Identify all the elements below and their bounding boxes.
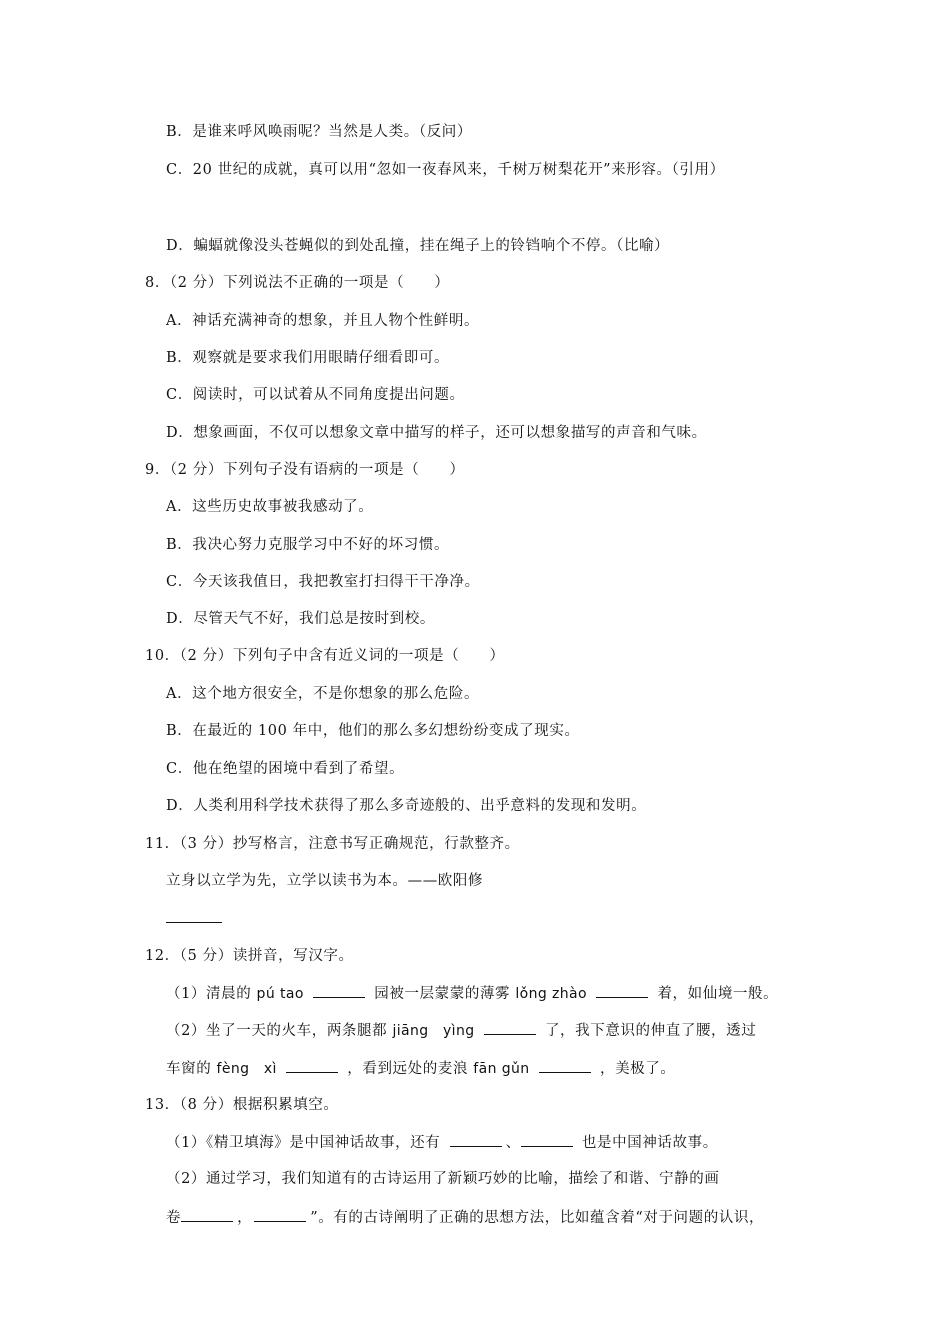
q8-option-b: B．观察就是要求我们用眼睛仔细看即可。 <box>166 350 450 366</box>
question-11: 11．（3 分）抄写格言，注意书写正确规范，行款整齐。 <box>145 836 520 852</box>
q12-3-text-b: ，看到远处的麦浪 <box>347 1061 469 1077</box>
q11-quote: 立身以立学为先，立学以读书为本。——欧阳修 <box>166 873 484 889</box>
q7-option-b: B．是谁来呼风唤雨呢？当然是人类。（反问） <box>166 124 473 140</box>
q13-1-separator: 、 <box>505 1135 521 1151</box>
q12-3-text-a: 车窗的 <box>166 1061 212 1077</box>
q13-sub-1 <box>166 1132 718 1153</box>
q12-sub-1 <box>166 983 778 1004</box>
q8-option-d: D．想象画面，不仅可以想象文章中描写的样子，还可以想象描写的声音和气味。 <box>166 425 707 441</box>
q10-option-d: D．人类利用科学技术获得了那么多奇迹般的、出乎意料的发现和发明。 <box>166 798 647 814</box>
question-13: 13．（8 分）根据积累填空。 <box>145 1097 339 1113</box>
q13-3-text-a: 卷 <box>166 1210 182 1226</box>
answer-blank[interactable] <box>181 1207 233 1222</box>
pinyin-putao: pú tao <box>256 986 304 1002</box>
q11-answer-blank[interactable] <box>166 908 226 929</box>
q12-3-text-c: ，美极了。 <box>599 1061 676 1077</box>
q13-3-separator: ， <box>237 1210 253 1226</box>
answer-blank[interactable] <box>539 1058 591 1073</box>
q10-option-a: A．这个地方很安全，不是你想象的那么危险。 <box>166 686 480 702</box>
q9-option-c: C．今天该我值日，我把教室打扫得干干净净。 <box>166 574 480 590</box>
q12-2-text-a: （2）坐了一天的火车，两条腿都 <box>166 1023 388 1039</box>
q9-option-a: A．这些历史故事被我感动了。 <box>166 499 374 515</box>
answer-blank[interactable] <box>286 1058 338 1073</box>
question-10: 10．（2 分）下列句子中含有近义词的一项是（ ） <box>145 648 505 664</box>
q12-1-text-b: 园被一层蒙蒙的薄雾 <box>374 986 511 1002</box>
q13-sub-2: （2）通过学习，我们知道有的古诗运用了新颖巧妙的比喻，描绘了和谐、宁静的画 <box>166 1171 720 1187</box>
q10-option-c: C．他在绝望的困境中看到了希望。 <box>166 761 405 777</box>
answer-blank[interactable] <box>166 908 222 923</box>
q13-3-text-b: ”。有的古诗阐明了正确的思想方法，比如蕴含着“对于问题的认识， <box>310 1210 765 1226</box>
question-9: 9．（2 分）下列句子没有语病的一项是（ ） <box>145 462 465 478</box>
answer-blank[interactable] <box>313 983 365 998</box>
pinyin-fengxi: fèng xì <box>216 1061 277 1077</box>
q10-option-b: B．在最近的 100 年中，他们的那么多幻想纷纷变成了现实。 <box>166 723 580 739</box>
q13-1-text-a: （1）《精卫填海》是中国神话故事，还有 <box>166 1135 441 1151</box>
q7-option-d: D．蝙蝠就像没头苍蝇似的到处乱撞，挂在绳子上的铃铛响个不停。（比喻） <box>166 238 670 254</box>
q7-option-c: C．20 世纪的成就，真可以用“忽如一夜春风来，千树万树梨花开”来形容。（引用） <box>166 162 725 178</box>
answer-blank[interactable] <box>484 1020 536 1035</box>
q12-sub-2 <box>166 1020 756 1041</box>
question-8: 8．（2 分）下列说法不正确的一项是（ ） <box>145 275 450 291</box>
answer-blank[interactable] <box>450 1132 502 1147</box>
q12-2-text-b: 了，我下意识的伸直了腰，透过 <box>544 1023 757 1039</box>
q8-option-a: A．神话充满神奇的想象，并且人物个性鲜明。 <box>166 313 480 329</box>
answer-blank[interactable] <box>596 983 648 998</box>
q13-1-text-b: 也是中国神话故事。 <box>581 1135 718 1151</box>
q8-option-c: C．阅读时，可以试着从不同角度提出问题。 <box>166 387 465 403</box>
answer-blank[interactable] <box>254 1207 306 1222</box>
pinyin-fangun: fān gǔn <box>473 1061 530 1077</box>
question-12: 12．（5 分）读拼音，写汉字。 <box>145 948 354 964</box>
q9-option-b: B．我决心努力克服学习中不好的坏习惯。 <box>166 537 450 553</box>
answer-blank[interactable] <box>521 1132 573 1147</box>
pinyin-longzhao: lǒng zhào <box>515 986 587 1002</box>
pinyin-jiangying: jiāng yìng <box>392 1023 475 1039</box>
q12-sub-2-cont <box>166 1058 675 1079</box>
q13-sub-2-cont <box>166 1207 764 1228</box>
q9-option-d: D．尽管天气不好，我们总是按时到校。 <box>166 611 435 627</box>
q12-1-text-a: （1）清晨的 <box>166 986 252 1002</box>
q12-1-text-c: 着，如仙境一般。 <box>657 986 779 1002</box>
